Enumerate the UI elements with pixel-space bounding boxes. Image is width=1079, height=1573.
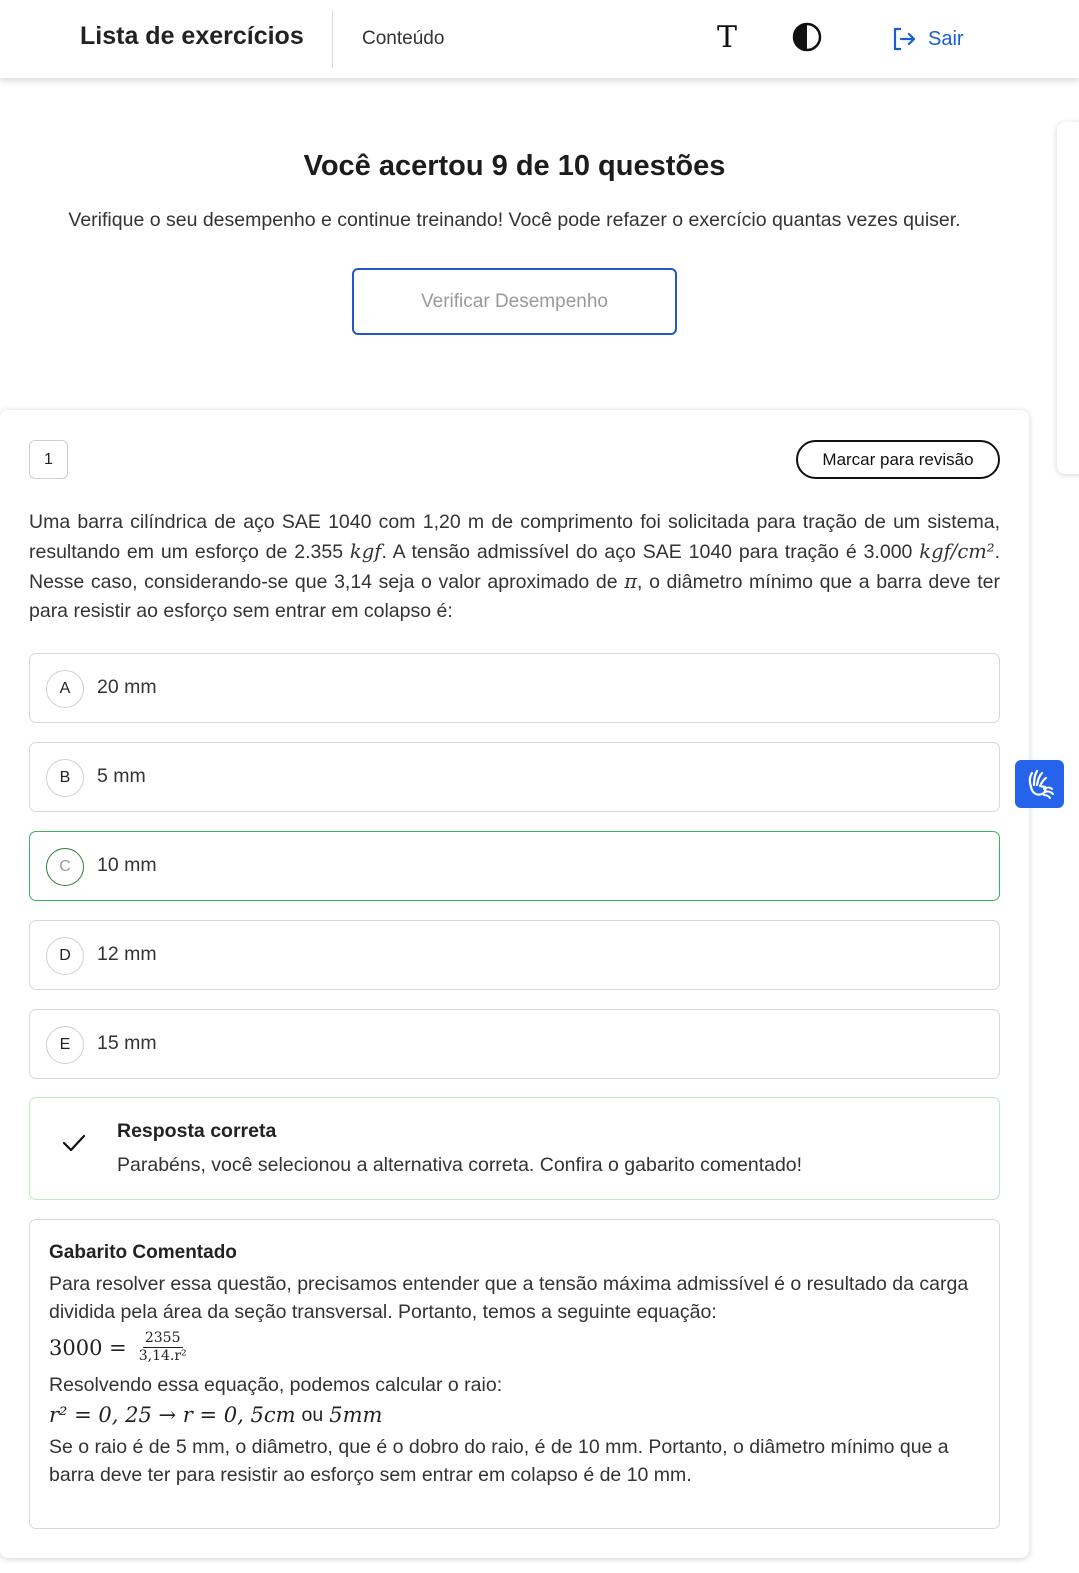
check-icon bbox=[61, 1130, 87, 1156]
option-letter: A bbox=[46, 670, 84, 708]
option-letter: B bbox=[46, 759, 84, 797]
header-divider bbox=[332, 10, 333, 68]
logout-label: Sair bbox=[928, 27, 964, 50]
result-title: Você acertou 9 de 10 questões bbox=[303, 150, 726, 182]
feedback-box bbox=[29, 1097, 1000, 1200]
option-text: 20 mm bbox=[97, 676, 157, 698]
option-text: 12 mm bbox=[97, 943, 157, 965]
answer-explanation bbox=[29, 1219, 1000, 1529]
feedback-title: Resposta correta bbox=[117, 1120, 277, 1142]
option-e[interactable] bbox=[29, 1009, 1000, 1079]
question-text: Uma barra cilíndrica de aço SAE 1040 com 1,20 m de comprimento foi solicitada para tração de um sistema, resultando em um esforço de 2.355 kgf. A tensão admissível do aço SAE 1040 para tração é 3.000 kgf/cm². Nesse caso, considerando-se que 3,14 seja o valor aproximado de π, o diâmetro mínimo que a barra deve ter para resistir ao esforço sem entrar em colapso é: bbox=[29, 511, 1001, 622]
option-text: 5 mm bbox=[97, 765, 146, 787]
logout-button[interactable] bbox=[890, 24, 964, 54]
question-card bbox=[0, 410, 1029, 1558]
contrast-icon[interactable] bbox=[792, 22, 822, 52]
option-d[interactable] bbox=[29, 920, 1000, 990]
option-text: 15 mm bbox=[97, 1032, 157, 1054]
explanation-title: Gabarito Comentado bbox=[49, 1242, 237, 1263]
explanation-paragraph-3: Se o raio é de 5 mm, o diâmetro, que é o dobro do raio, é de 10 mm. Portanto, o diâmetro mínimo que a barra deve ter para resistir ao esforço sem entrar em colapso é de 10 mm. bbox=[49, 1436, 949, 1486]
explanation-paragraph-2: Resolvendo essa equação, podemos calcular o raio: bbox=[49, 1374, 503, 1396]
option-letter: D bbox=[46, 937, 84, 975]
option-text: 10 mm bbox=[97, 854, 157, 876]
feedback-text: Parabéns, você selecionou a alternativa correta. Confira o gabarito comentado! bbox=[117, 1154, 803, 1176]
sign-language-button[interactable] bbox=[1015, 760, 1064, 808]
top-bar bbox=[0, 0, 1079, 78]
logout-icon bbox=[890, 25, 918, 53]
app-title: Lista de exercícios bbox=[80, 22, 304, 50]
option-a[interactable] bbox=[29, 653, 1000, 723]
nav-content-link[interactable]: Conteúdo bbox=[362, 28, 445, 49]
equation-1: 3000 = $\frac{2355}{\text{3,14.r²}}$ bbox=[49, 1330, 187, 1364]
verify-performance-button[interactable]: Verificar Desempenho bbox=[352, 268, 677, 335]
mark-for-review-button[interactable]: Marcar para revisão bbox=[796, 440, 1000, 479]
option-letter: E bbox=[46, 1026, 84, 1064]
explanation-paragraph-1: Para resolver essa questão, precisamos entender que a tensão máxima admissível é o resultado da carga dividida pela área da seção transversal. Portanto, temos a seguinte equação: bbox=[49, 1273, 969, 1323]
side-panel bbox=[1057, 122, 1079, 474]
result-section bbox=[0, 150, 1029, 232]
font-size-icon[interactable]: T bbox=[716, 20, 737, 55]
option-c[interactable] bbox=[29, 831, 1000, 901]
result-subtitle: Verifique o seu desempenho e continue treinando! Você pode refazer o exercício quantas vezes quiser. bbox=[68, 209, 961, 231]
option-b[interactable] bbox=[29, 742, 1000, 812]
sign-language-icon bbox=[1023, 767, 1057, 801]
equation-2: r² = 0, 25 → r = 0, 5cm ou 5mm bbox=[49, 1403, 383, 1427]
option-letter: C bbox=[46, 848, 84, 886]
question-number: 1 bbox=[29, 440, 68, 479]
